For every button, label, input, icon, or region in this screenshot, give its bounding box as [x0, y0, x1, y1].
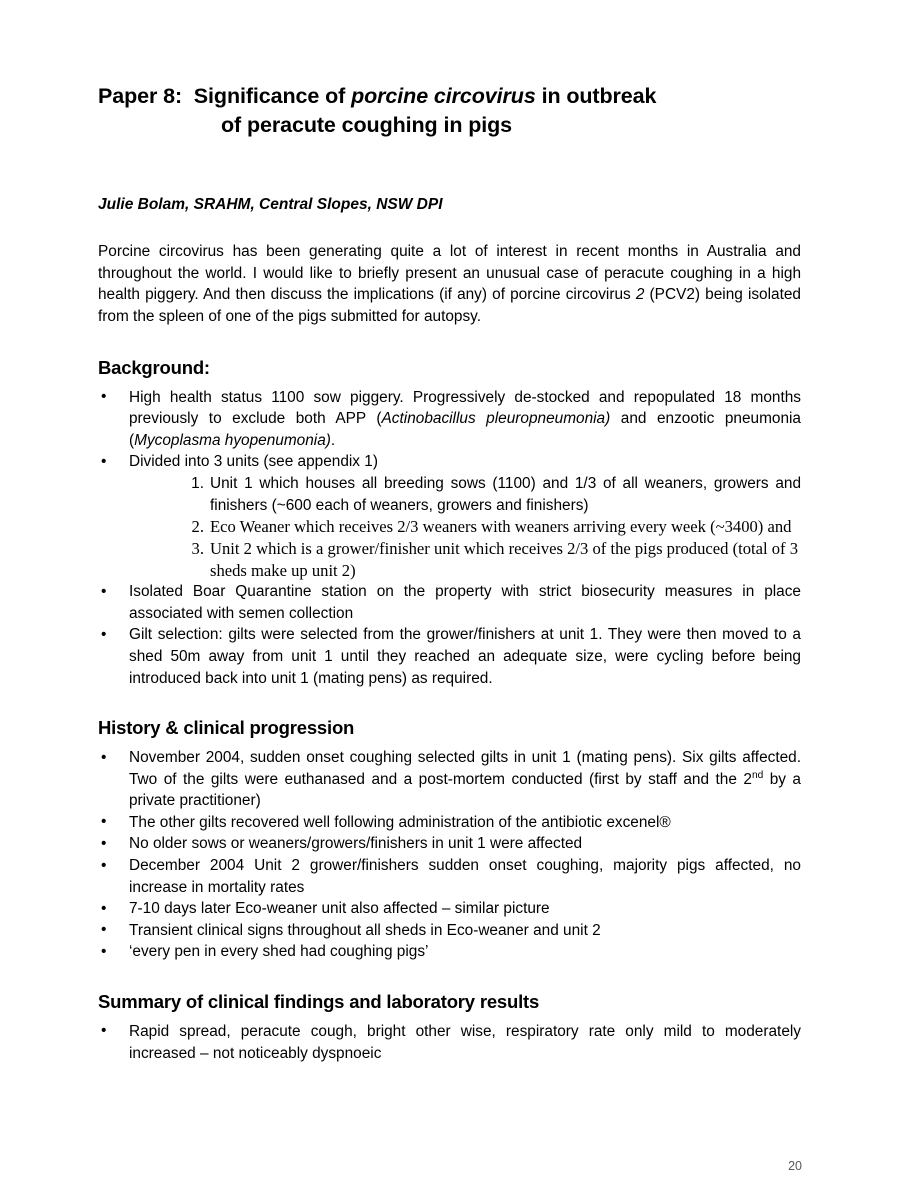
numbered-list-item — [98, 473, 801, 516]
list-item-text: The other gilts recovered well following administration of the antibiotic excenel® — [129, 813, 671, 831]
history-bullet-list — [98, 747, 801, 963]
species-name-app: Actinobacillus pleuropneumonia) — [381, 410, 611, 428]
list-item-text: 7-10 days later Eco-weaner unit also affected – similar picture — [129, 900, 550, 918]
title-line-2: of peracute coughing in pigs — [221, 112, 513, 137]
list-item-text: Transient clinical signs throughout all sheds in Eco-weaner and unit 2 — [129, 921, 601, 939]
list-item — [100, 747, 801, 812]
list-number: 3. — [191, 538, 204, 558]
intro-paragraph: Porcine circovirus has been generating quite a lot of interest in recent months in Australia and throughout the world. I would like to briefly present an unusual case of peracute coughing in a high health piggery. And then discuss the implications (if any) of porcine circovirus 2 (PCV2) being isolated from the spleen of one of the pigs submitted for autopsy. — [98, 243, 801, 326]
title-line-1 — [98, 82, 801, 111]
list-item-text: December 2004 Unit 2 grower/finishers sudden onset coughing, majority pigs affected, no increase in mortality rates — [129, 857, 801, 896]
list-number: 2. — [191, 517, 204, 537]
list-item-text: High health status 1100 sow piggery. Progressively de-stocked and repopulated 18 months previously to exclude both APP (Actinobacillus pleuropneumonia) and enzootic pneumonia (Mycoplasma hyopenumonia). — [129, 388, 801, 449]
page-number: 20 — [788, 1159, 802, 1173]
numbered-list-item-text: Unit 1 which houses all breeding sows (1100) and 1/3 of all weaners, growers and finishers (~600 each of weaners, growers and finishers) — [210, 474, 801, 514]
list-item-text: Divided into 3 units (see appendix 1) — [129, 453, 378, 471]
title-text-before-italic: Significance of — [193, 84, 352, 108]
bullet-icon: • — [101, 921, 107, 939]
list-item-text: Isolated Boar Quarantine station on the property with strict biosecurity measures in place associated with semen collection — [129, 583, 801, 622]
history-text-pre-superscript: November 2004, sudden onset coughing selected gilts in unit 1 (mating pens). Six gilts affected. Two of the gilts were euthanased and a post-mortem conducted (first by staff and the 2 — [129, 749, 801, 788]
page-title — [98, 82, 801, 139]
summary-bullet-list — [98, 1021, 801, 1064]
list-item — [100, 941, 801, 963]
bullet-icon: • — [101, 834, 107, 852]
list-item — [100, 387, 801, 452]
list-item — [100, 581, 801, 624]
background-numbered-list — [98, 473, 801, 581]
list-item — [100, 1021, 801, 1064]
section-heading-history: History & clinical progression — [98, 717, 355, 739]
bullet-icon: • — [101, 452, 107, 470]
list-item — [100, 898, 801, 920]
list-item-text: Rapid spread, peracute cough, bright other wise, respiratory rate only mild to moderately increased – not noticeably dyspnoeic — [129, 1022, 801, 1062]
history-text-post-superscript: by a private practitioner) — [129, 770, 801, 810]
list-number: 1. — [191, 474, 204, 492]
list-item — [100, 833, 801, 855]
list-item-text: No older sows or weaners/growers/finishers in unit 1 were affected — [129, 835, 583, 853]
bullet-icon: • — [101, 388, 107, 406]
list-item — [100, 855, 801, 898]
title-italic-species: porcine circovirus — [351, 84, 536, 108]
author-byline: Julie Bolam, SRAHM, Central Slopes, NSW DPI — [98, 196, 443, 214]
bullet-icon: • — [101, 1022, 107, 1040]
list-item-text — [129, 749, 801, 809]
numbered-list-item — [98, 538, 801, 581]
background-bullet-list — [98, 387, 801, 473]
bullet-icon: • — [101, 625, 107, 643]
numbered-list-item — [98, 516, 801, 538]
numbered-list-item-text: Unit 2 which is a grower/finisher unit which receives 2/3 of the pigs produced (total of 3 sheds make up unit 2) — [210, 538, 799, 580]
bullet-icon: • — [101, 899, 107, 917]
list-item-text: ‘every pen in every shed had coughing pigs’ — [129, 943, 429, 961]
list-item — [100, 812, 801, 834]
section-heading-summary: Summary of clinical findings and laboratory results — [98, 990, 540, 1012]
list-item — [100, 624, 801, 689]
bullet-icon: • — [101, 856, 107, 874]
pcv-number: 2 — [635, 286, 645, 304]
numbered-list-item-text: Eco Weaner which receives 2/3 weaners with weaners arriving every week (~3400) and — [210, 517, 792, 537]
bullet-icon: • — [101, 942, 107, 960]
title-text-after-italic: in outbreak — [535, 84, 657, 108]
background-bullet-list-continued — [98, 581, 801, 689]
page-content — [98, 82, 801, 1064]
bullet-icon: • — [101, 582, 107, 600]
list-item — [100, 451, 801, 473]
list-item — [100, 920, 801, 942]
species-name-mycoplasma: Mycoplasma hyopenumonia) — [134, 431, 331, 449]
list-item-text: Gilt selection: gilts were selected from the grower/finishers at unit 1. They were then moved to a shed 50m away from unit 1 until they reached an adequate size, were cycling before being introduced back into unit 1 (mating pens) as required. — [129, 626, 801, 687]
section-heading-background: Background: — [98, 356, 210, 378]
bullet-icon: • — [101, 813, 107, 831]
paper-label: Paper 8: — [98, 84, 183, 108]
bullet-icon: • — [101, 748, 107, 766]
ordinal-superscript: nd — [751, 769, 764, 781]
